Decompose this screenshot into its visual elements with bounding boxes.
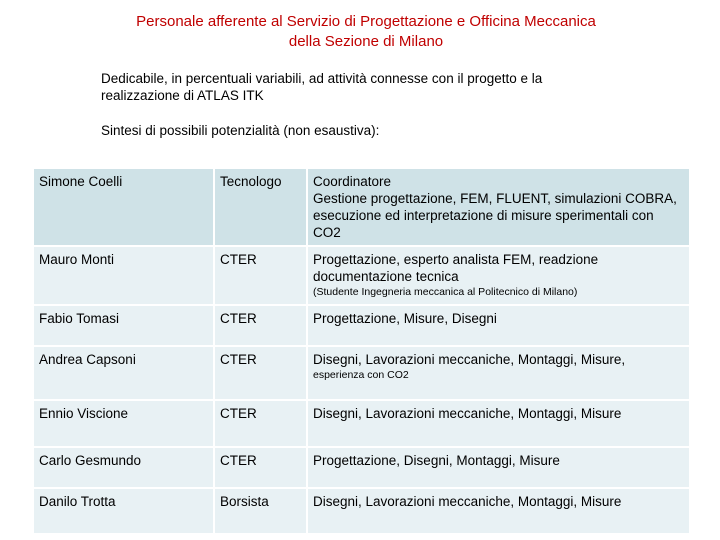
table-row [33, 168, 690, 246]
title-line-1: Personale afferente al Servizio di Progettazione e Officina Meccanica [136, 13, 596, 30]
duties-text: Progettazione, esperto analista FEM, readzione documentazione tecnica [313, 252, 599, 284]
staff-role: Borsista [214, 488, 307, 534]
staff-duties [307, 400, 690, 447]
duties-text: Disegni, Lavorazioni meccaniche, Montaggi, Misure [313, 406, 622, 421]
staff-duties [307, 168, 690, 246]
staff-role: CTER [214, 400, 307, 447]
staff-name: Andrea Capsoni [33, 346, 214, 400]
duties-text: Coordinatore Gestione progettazione, FEM, FLUENT, simulazioni COBRA, esecuzione ed interpretazione di misure sperimentali con CO2 [313, 174, 677, 240]
staff-role: CTER [214, 305, 307, 346]
staff-duties [307, 488, 690, 534]
staff-duties [307, 305, 690, 346]
duties-text: Disegni, Lavorazioni meccaniche, Montaggi, Misure, [313, 352, 626, 367]
table-row [33, 305, 690, 346]
duties-note: esperienza con CO2 [313, 369, 409, 381]
staff-name: Danilo Trotta [33, 488, 214, 534]
duties-note: (Studente Ingegneria meccanica al Politecnico di Milano) [313, 286, 578, 298]
staff-role: CTER [214, 447, 307, 488]
intro [101, 70, 621, 139]
duties-text: Disegni, Lavorazioni meccaniche, Montaggi, Misure [313, 494, 622, 509]
duties-text: Progettazione, Misure, Disegni [313, 311, 497, 326]
staff-name: Carlo Gesmundo [33, 447, 214, 488]
staff-name: Ennio Viscione [33, 400, 214, 447]
table-row [33, 246, 690, 305]
page-title [0, 12, 720, 52]
staff-duties [307, 447, 690, 488]
summary-heading: Sintesi di possibili potenzialità (non esaustiva): [101, 123, 380, 138]
title-line-2: della Sezione di Milano [288, 33, 444, 50]
staff-role: CTER [214, 346, 307, 400]
duties-text: Progettazione, Disegni, Montaggi, Misure [313, 453, 560, 468]
staff-duties [307, 346, 690, 400]
staff-table [32, 167, 691, 535]
staff-name: Mauro Monti [33, 246, 214, 305]
table-row [33, 447, 690, 488]
staff-name: Fabio Tomasi [33, 305, 214, 346]
staff-name: Simone Coelli [33, 168, 214, 246]
staff-role: CTER [214, 246, 307, 305]
table-row [33, 488, 690, 534]
staff-duties [307, 246, 690, 305]
table-row [33, 400, 690, 447]
table-row [33, 346, 690, 400]
staff-role: Tecnologo [214, 168, 307, 246]
intro-paragraph: Dedicabile, in percentuali variabili, ad attività connesse con il progetto e la realizzazione di ATLAS ITK [101, 71, 543, 103]
